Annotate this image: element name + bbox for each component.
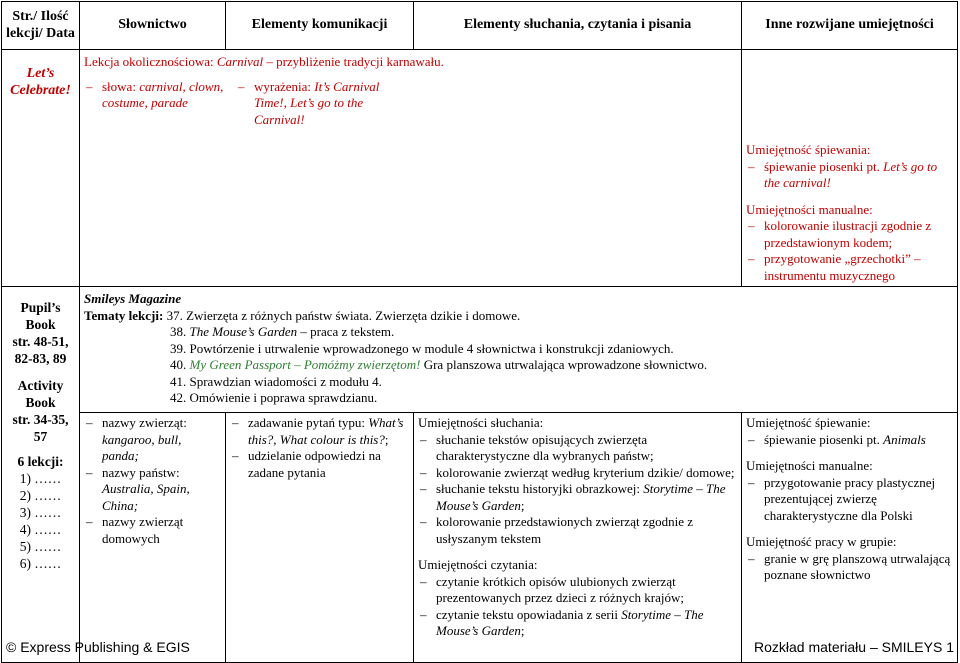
reading-item: – czytanie tekstu opowiadania z serii Storytime – The Mouse’s Garden; (418, 607, 737, 640)
listening-item: – słuchanie tekstu historyjki obrazkowej: Storytime – The Mouse’s Garden; (418, 481, 737, 514)
row2-pages: Pupil’s Book str. 48-51, 82-83, 89 Activity Book str. 34-35, 57 6 lekcji: 1) …… 2) …… 3) …… 4) …… 5) …… 6) …… (2, 287, 80, 663)
listening-item: – kolorowanie zwierząt według kryterium dzikie/ domowe; (418, 465, 737, 482)
row-module-bottom (2, 413, 958, 663)
magazine-title: Smileys Magazine (84, 291, 182, 306)
row-module-top (2, 287, 958, 413)
listening-item: – kolorowanie przedstawionych zwierząt zgodnie z usłyszanym tekstem (418, 514, 737, 547)
listening-item: – słuchanie tekstów opisujących zwierzęta charakterystyczne dla wybranych państw; (418, 432, 737, 465)
lesson-slots: 1) …… 2) …… 3) …… 4) …… 5) …… 6) …… (19, 471, 62, 571)
reading-item: – czytanie krótkich opisów ulubionych zwierząt prezentowanych przez dzieci z różnych krajów; (418, 574, 737, 607)
row1-content (80, 50, 742, 287)
vocab-item: – słowa: carnival, clown, costume, parade (84, 79, 226, 112)
header-other-skills: Inne rozwijane umiejętności (742, 2, 958, 50)
groupwork-title: Umiejętność pracy w grupie: (746, 534, 897, 549)
singing-title: Umiejętność śpiewanie: (746, 415, 871, 430)
row2-communication (226, 413, 414, 663)
header-vocabulary: Słownictwo (80, 2, 226, 50)
lesson-plan-table (1, 1, 958, 663)
row1-other-skills (742, 50, 958, 287)
groupwork-item: – granie w grę planszową utrwalającą poznane słownictwo (746, 551, 953, 584)
row2-other-skills (742, 413, 958, 663)
footer-title: Rozkład materiału – SMILEYS 1 (754, 639, 954, 655)
lesson-title: Lekcja okolicznościowa: Carnival – przybliżenie tradycji karnawału. (84, 54, 444, 69)
reading-title: Umiejętności czytania: (418, 557, 538, 572)
lesson-label: Let’s Celebrate! (2, 50, 80, 287)
header-listening-reading-writing: Elementy słuchania, czytania i pisania (414, 2, 742, 50)
listening-title: Umiejętności słuchania: (418, 415, 544, 430)
comm-item: – wyrażenia: It’s Carnival Time!, Let’s go to the Carnival! (236, 79, 412, 129)
vocab-item: – nazwy zwierząt domowych (84, 514, 221, 547)
lessons-count: 6 lekcji: (17, 454, 64, 469)
header-communication: Elementy komunikacji (226, 2, 414, 50)
row2-topics (80, 287, 958, 413)
skill-singing-title: Umiejętność śpiewania: (746, 142, 871, 157)
manual-item: – przygotowanie pracy plastycznej prezentującej zwierzę charakterystyczne dla Polski (746, 475, 953, 525)
row2-vocab (80, 413, 226, 663)
skill-singing-item: – śpiewanie piosenki pt. Let’s go to the carnival! (746, 159, 953, 192)
comm-item: – udzielanie odpowiedzi na zadane pytania (230, 448, 409, 481)
row1-vocab (84, 79, 226, 129)
singing-item: – śpiewanie piosenki pt. Animals (746, 432, 953, 449)
header-page-lessons-date: Str./ Ilość lekcji/ Data (2, 2, 80, 50)
row2-listening-reading (414, 413, 742, 663)
pupils-book-pages: str. 48-51, 82-83, 89 (12, 334, 69, 366)
vocab-item: – nazwy zwierząt: kangaroo, bull, panda; (84, 415, 221, 465)
skill-manual-item: – kolorowanie ilustracji zgodnie z przedstawionym kodem; (746, 218, 953, 251)
topics-list: Tematy lekcji: 37. Zwierzęta z różnych państw świata. Zwierzęta dzikie i domowe. 38. The Mouse’s Garden – praca z tekstem. 39. Powtórzenie i utrwalenie wprowadzonego w module 4 słownictwa i konstrukcji zdaniowych. 40. My Green Passport – Pomóżmy zwierzętom! Gra planszowa utrwalająca wprowadzone słownictwo. 41. Sprawdzian wiadomości z modułu 4. 42. Omówienie i poprawa sprawdzianu. (84, 307, 708, 405)
skill-manual-item: – przygotowanie „grzechotki” – instrumentu muzycznego (746, 251, 953, 284)
footer-copyright: © Express Publishing & EGIS (6, 639, 190, 655)
header-row (2, 2, 958, 50)
row1-communication (236, 79, 412, 129)
skill-manual-title: Umiejętności manualne: (746, 201, 873, 217)
row1-columns (84, 79, 737, 129)
vocab-item: – nazwy państw: Australia, Spain, China; (84, 465, 221, 515)
comm-item: – zadawanie pytań typu: What’s this?, What colour is this?; (230, 415, 409, 448)
activity-book-pages: str. 34-35, 57 (12, 412, 69, 444)
row-lets-celebrate (2, 50, 958, 287)
page-footer (6, 639, 954, 655)
manual-title: Umiejętności manualne: (746, 458, 873, 473)
